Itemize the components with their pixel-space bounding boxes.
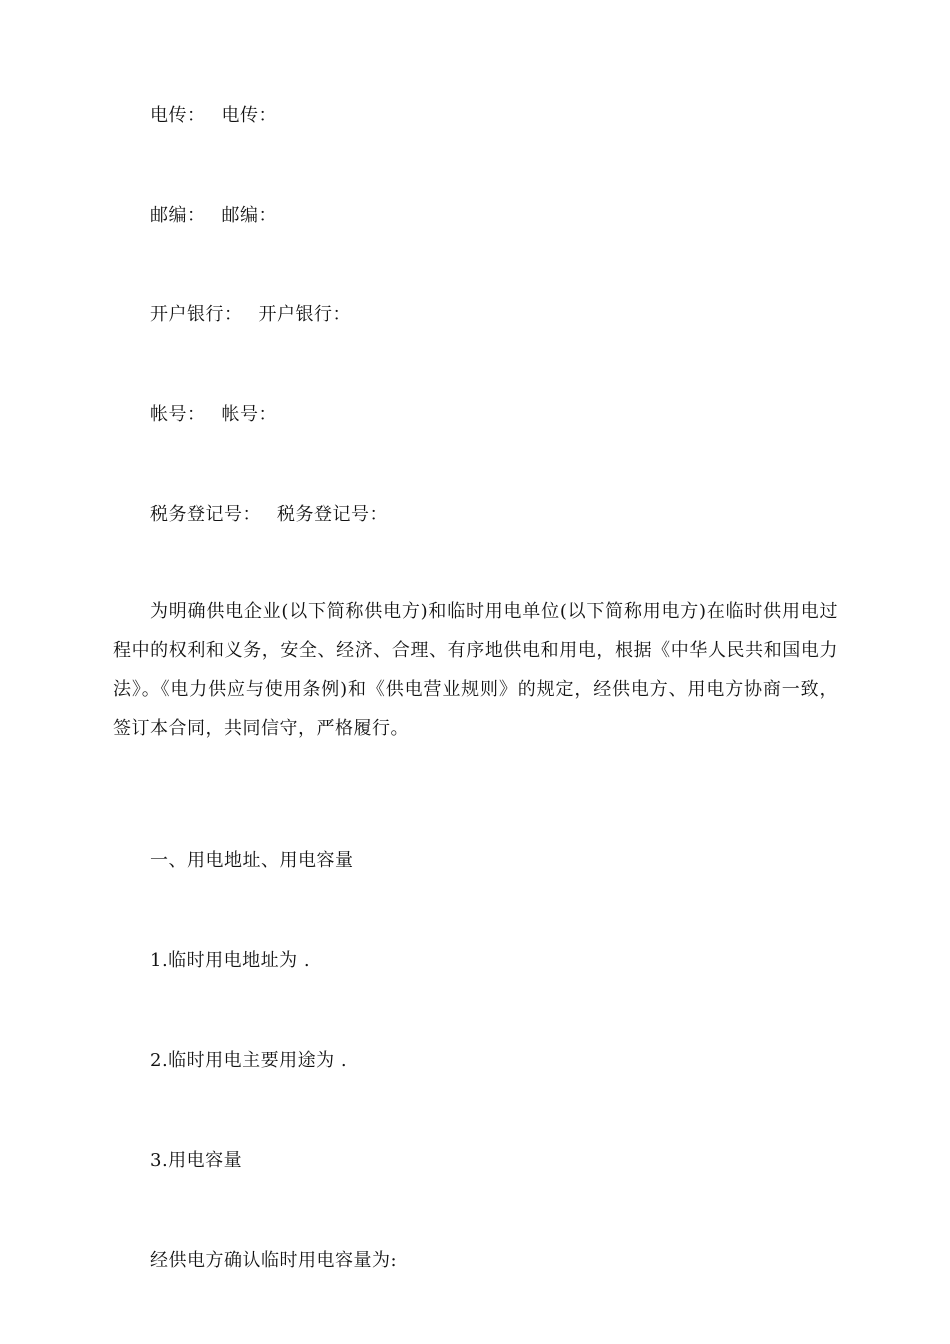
section-heading: 一、用电地址、用电容量 <box>150 850 354 871</box>
tax-number-label-left: 税务登记号： <box>150 504 261 525</box>
postcode-label-left: 邮编： <box>150 205 206 226</box>
bank-label-right: 开户银行： <box>258 304 351 325</box>
item-purpose: 2.临时用电主要用途为 . <box>150 1050 348 1071</box>
item-address: 1.临时用电地址为 . <box>150 950 311 971</box>
account-label-right: 帐号： <box>221 404 277 425</box>
intro-paragraph: 为明确供电企业(以下简称供电方)和临时用电单位(以下简称用电方)在临时供用电过程中的权利和义务，安全、经济、合理、有序地供电和用电，根据《中华人民共和国电力法》。《电力供应与使用条例)和《供电营业规则》的规定，经供电方、用电方协商一致，签订本合同，共同信守，严格履行。 <box>113 601 838 739</box>
fax-line <box>150 104 277 128</box>
fax-label-left: 电传： <box>150 105 206 126</box>
bank-line <box>150 303 351 327</box>
capacity-note: 经供电方确认临时用电容量为: <box>150 1250 398 1271</box>
item-capacity: 3.用电容量 <box>150 1150 243 1171</box>
account-line <box>150 403 277 427</box>
postcode-label-right: 邮编： <box>221 205 277 226</box>
tax-number-label-right: 税务登记号： <box>277 504 388 525</box>
account-label-left: 帐号： <box>150 404 206 425</box>
postcode-line <box>150 204 277 228</box>
fax-label-right: 电传： <box>221 105 277 126</box>
tax-number-line <box>150 503 388 527</box>
bank-label-left: 开户银行： <box>150 304 243 325</box>
